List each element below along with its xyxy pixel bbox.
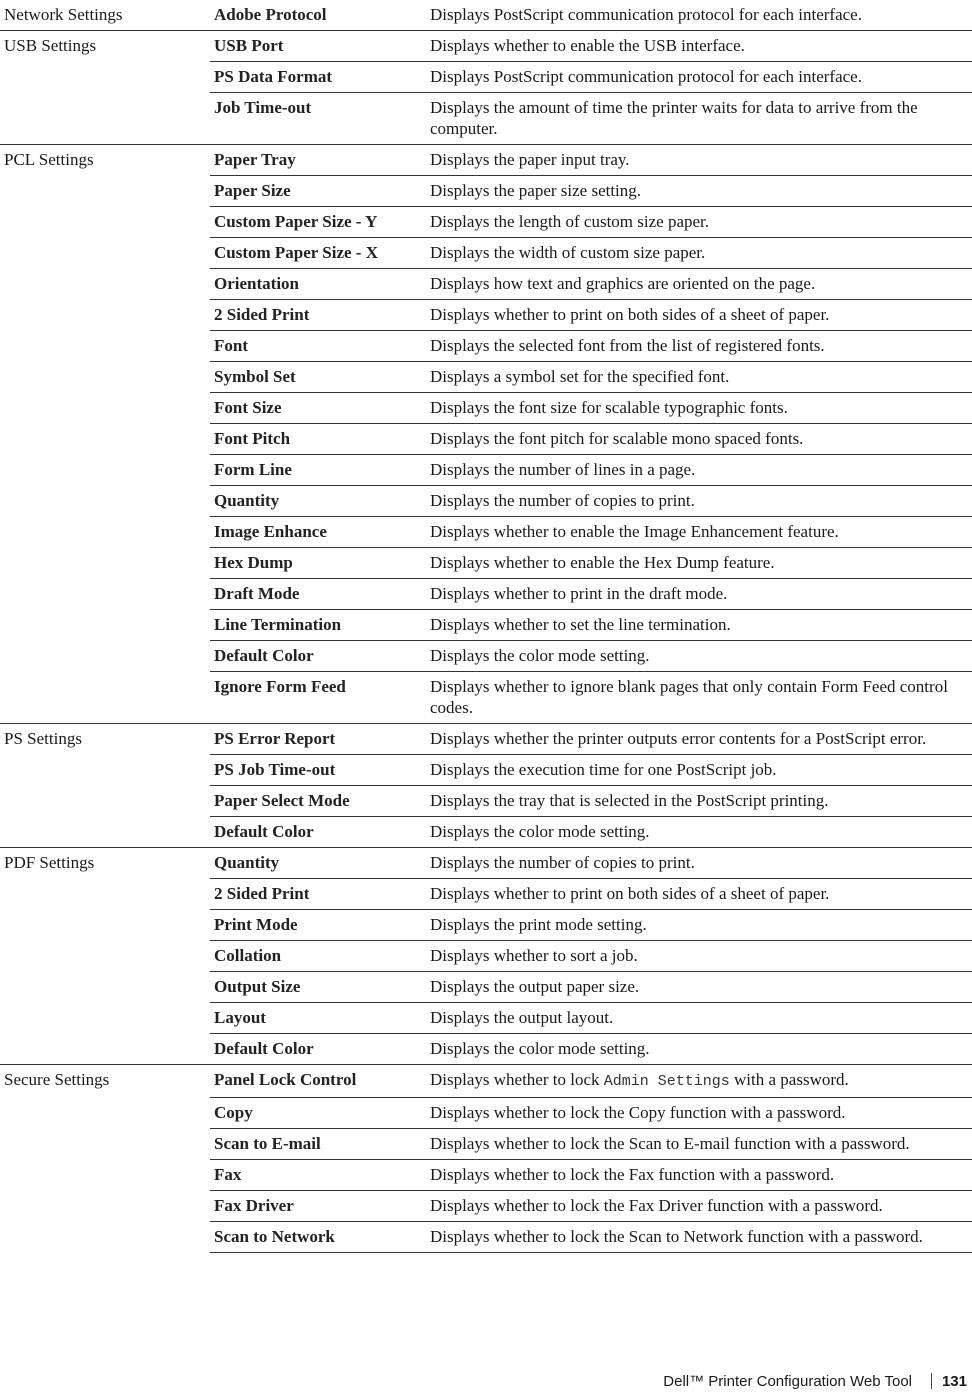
setting-item: Output Size (210, 972, 426, 1003)
setting-item: Font Pitch (210, 424, 426, 455)
setting-item: Scan to E-mail (210, 1129, 426, 1160)
setting-description: Displays PostScript communication protocol for each interface. (426, 0, 972, 31)
setting-item: Paper Size (210, 176, 426, 207)
setting-item: Draft Mode (210, 579, 426, 610)
setting-description: Displays whether to set the line termination. (426, 610, 972, 641)
setting-item: PS Data Format (210, 62, 426, 93)
setting-description: Displays the tray that is selected in the PostScript printing. (426, 786, 972, 817)
setting-description: Displays the length of custom size paper. (426, 207, 972, 238)
setting-item: 2 Sided Print (210, 879, 426, 910)
setting-description: Displays whether the printer outputs error contents for a PostScript error. (426, 724, 972, 755)
setting-item: Font Size (210, 393, 426, 424)
setting-description: Displays the color mode setting. (426, 641, 972, 672)
table-row (0, 31, 972, 62)
setting-description: Displays the color mode setting. (426, 1034, 972, 1065)
setting-description: Displays whether to print in the draft mode. (426, 579, 972, 610)
setting-description: Displays the paper size setting. (426, 176, 972, 207)
setting-item: Print Mode (210, 910, 426, 941)
setting-description: Displays the selected font from the list of registered fonts. (426, 331, 972, 362)
setting-description: Displays whether to lock the Fax Driver function with a password. (426, 1191, 972, 1222)
group-name: Network Settings (4, 5, 123, 24)
setting-item: Custom Paper Size - Y (210, 207, 426, 238)
table-row (0, 0, 972, 31)
group-name: PCL Settings (0, 145, 210, 724)
setting-item: Job Time-out (210, 93, 426, 145)
setting-description: Displays how text and graphics are oriented on the page. (426, 269, 972, 300)
setting-item: Orientation (210, 269, 426, 300)
setting-description: Displays whether to print on both sides of a sheet of paper. (426, 300, 972, 331)
setting-description: Displays the execution time for one PostScript job. (426, 755, 972, 786)
setting-item: Line Termination (210, 610, 426, 641)
table-row (0, 1065, 972, 1098)
setting-item: Paper Select Mode (210, 786, 426, 817)
setting-item: Layout (210, 1003, 426, 1034)
setting-item: Hex Dump (210, 548, 426, 579)
setting-description: Displays a symbol set for the specified font. (426, 362, 972, 393)
table-row (0, 145, 972, 176)
description-text: Displays whether to lock (430, 1070, 604, 1089)
setting-description: Displays whether to lock the Scan to Network function with a password. (426, 1222, 972, 1253)
setting-description: Displays the font pitch for scalable mono spaced fonts. (426, 424, 972, 455)
setting-description: Displays the width of custom size paper. (426, 238, 972, 269)
setting-item: Default Color (210, 641, 426, 672)
setting-description: Displays whether to enable the USB interface. (426, 31, 972, 62)
setting-description: Displays whether to ignore blank pages that only contain Form Feed control codes. (426, 672, 972, 724)
setting-description: Displays the paper input tray. (426, 145, 972, 176)
setting-description: Displays the number of copies to print. (426, 848, 972, 879)
setting-item: Font (210, 331, 426, 362)
setting-description: Displays the font size for scalable typographic fonts. (426, 393, 972, 424)
setting-item: Ignore Form Feed (210, 672, 426, 724)
description-text: with a password. (729, 1070, 849, 1089)
setting-item: Symbol Set (210, 362, 426, 393)
setting-description: Displays whether to sort a job. (426, 941, 972, 972)
setting-description (426, 1065, 972, 1098)
page-number: 131 (941, 1373, 967, 1390)
group-name: PS Settings (0, 724, 210, 848)
setting-description: Displays whether to lock the Copy function with a password. (426, 1098, 972, 1129)
menu-name-code: Admin Settings (603, 1073, 730, 1090)
setting-item: Fax (210, 1160, 426, 1191)
setting-item: USB Port (210, 31, 426, 62)
setting-description: Displays the amount of time the printer waits for data to arrive from the computer. (426, 93, 972, 145)
setting-item: Form Line (210, 455, 426, 486)
setting-item: Collation (210, 941, 426, 972)
setting-item: Copy (210, 1098, 426, 1129)
setting-description: Displays the print mode setting. (426, 910, 972, 941)
page-footer (0, 1370, 972, 1394)
setting-item: Quantity (210, 848, 426, 879)
footer-title: Dell™ Printer Configuration Web Tool (663, 1373, 912, 1390)
table-row (0, 848, 972, 879)
setting-description: Displays the color mode setting. (426, 817, 972, 848)
setting-item: Panel Lock Control (210, 1065, 426, 1098)
setting-description: Displays PostScript communication protocol for each interface. (426, 62, 972, 93)
group-name: USB Settings (0, 31, 210, 145)
setting-item: Paper Tray (210, 145, 426, 176)
setting-item: Default Color (210, 1034, 426, 1065)
setting-description: Displays whether to print on both sides of a sheet of paper. (426, 879, 972, 910)
setting-description: Displays the number of lines in a page. (426, 455, 972, 486)
setting-item: Custom Paper Size - X (210, 238, 426, 269)
setting-description: Displays the output paper size. (426, 972, 972, 1003)
setting-description: Displays whether to lock the Scan to E-mail function with a password. (426, 1129, 972, 1160)
group-name: Secure Settings (0, 1065, 210, 1253)
setting-item: Scan to Network (210, 1222, 426, 1253)
table-row (0, 724, 972, 755)
footer-separator (931, 1373, 932, 1389)
setting-description: Displays whether to enable the Image Enhancement feature. (426, 517, 972, 548)
setting-description: Displays the number of copies to print. (426, 486, 972, 517)
setting-item: 2 Sided Print (210, 300, 426, 331)
setting-description: Displays whether to enable the Hex Dump feature. (426, 548, 972, 579)
setting-item: Quantity (210, 486, 426, 517)
group-name: PDF Settings (0, 848, 210, 1065)
setting-description: Displays whether to lock the Fax function with a password. (426, 1160, 972, 1191)
setting-item: Fax Driver (210, 1191, 426, 1222)
setting-description: Displays the output layout. (426, 1003, 972, 1034)
setting-item: Default Color (210, 817, 426, 848)
setting-item: Adobe Protocol (210, 0, 426, 31)
setting-item: Image Enhance (210, 517, 426, 548)
setting-item: PS Error Report (210, 724, 426, 755)
setting-item: PS Job Time-out (210, 755, 426, 786)
